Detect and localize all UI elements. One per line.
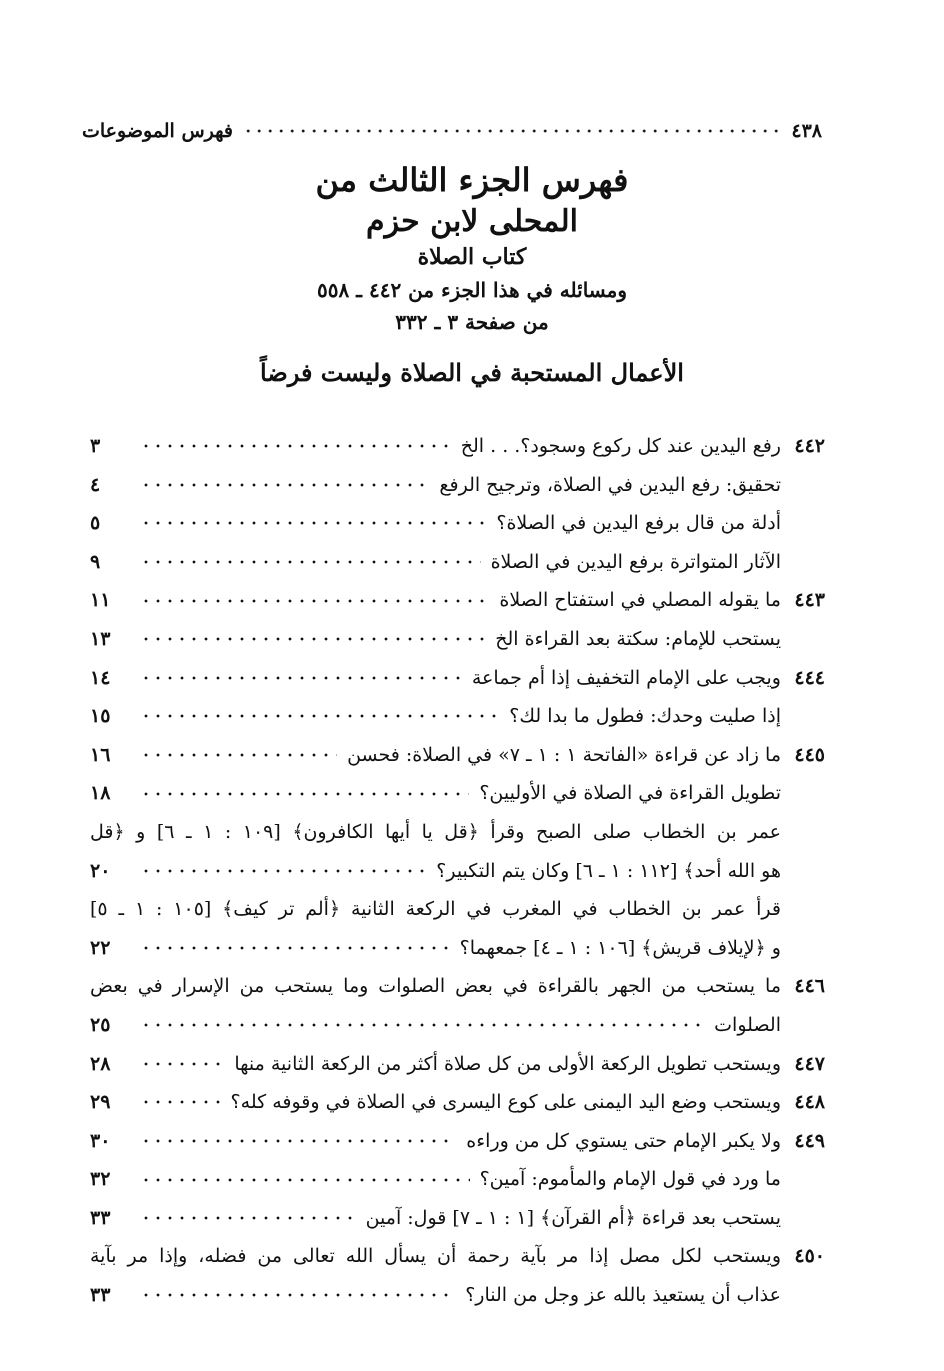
dot-leader [140,943,450,953]
entry-text: ما ورد في قول الإمام والمأموم: آمين؟ [479,1168,781,1191]
book-title: كتاب الصلاة [417,243,527,270]
page-reference: ١١ [90,589,111,612]
entry-text: عمر بن الخطاب صلى الصبح وقرأ ﴿قل يا أيها الكافرون﴾ [١٠٩ : ١ ـ ٦] و ﴿قل [90,820,781,843]
page-reference: ٥ [90,512,101,535]
toc-row [90,890,825,929]
issue-number: ٤٤٧ [794,1052,825,1075]
page-reference: ٢٩ [90,1091,111,1114]
dot-leader [140,1020,704,1030]
title-line-1: فهرس الجزء الثالث من [315,161,629,199]
toc-row [90,967,825,1006]
toc-row [90,1160,825,1199]
page-reference: ٣٣ [90,1284,111,1307]
entry-text: رفع اليدين عند كل ركوع وسجود؟. . . الخ [460,435,781,457]
dot-leader [140,1097,221,1107]
toc-row [90,1237,825,1276]
title-block [0,160,944,388]
issue-number: ٤٤٩ [794,1129,825,1152]
entry-text: ما يقوله المصلي في استفتاح الصلاة [499,589,781,612]
table-of-contents [90,427,825,1315]
page-reference: ٢٢ [90,936,111,959]
dot-leader [140,711,499,721]
dot-leader [140,596,489,606]
entry-text: ويستحب تطويل الركعة الأولى من كل صلاة أكثر من الركعة الثانية منها [234,1052,781,1075]
toc-row [90,813,825,852]
toc-row [90,1199,825,1238]
dot-leader [140,1213,356,1223]
dot-leader [140,866,426,876]
running-header [82,116,822,146]
toc-row [90,929,825,968]
entry-text: أدلة من قال برفع اليدين في الصلاة؟ [496,512,781,535]
toc-row [90,504,825,543]
entry-text: و ﴿لإيلاف قريش﴾ [١٠٦ : ١ ـ ٤] جمعهما؟ [459,936,781,959]
page-reference: ١٥ [90,705,111,728]
entry-text: إذا صليت وحدك: فطول ما بدا لك؟ [509,705,781,728]
entry-text: يستحب للإمام: سكتة بعد القراءة الخ [495,627,781,650]
dot-leader [140,1290,455,1300]
page-reference: ٣٠ [90,1129,111,1152]
title-line-2: المحلى لابن حزم [366,203,578,239]
issue-number: ٤٤٥ [794,743,825,766]
entry-text: يستحب بعد قراءة ﴿أم القرآن﴾ [١ : ١ ـ ٧] قول: آمين [365,1206,781,1229]
entry-text: عذاب أن يستعيذ بالله عز وجل من النار؟ [465,1284,781,1307]
section-heading: الأعمال المستحبة في الصلاة وليست فرضاً [260,358,684,388]
dot-leader [140,518,486,528]
page-reference: ١٨ [90,782,111,805]
page-reference: ٢٥ [90,1013,111,1036]
page-reference: ١٦ [90,743,111,766]
page-reference: ٢٠ [90,859,111,882]
page-reference: ٤ [90,473,101,496]
page-reference: ٣٣ [90,1206,111,1229]
entry-text: ولا يكبر الإمام حتى يستوي كل من وراءه [466,1129,781,1152]
entry-text: تطويل القراءة في الصلاة في الأوليين؟ [479,782,781,805]
dot-leader [140,634,485,644]
toc-row [90,427,825,466]
toc-row [90,1006,825,1045]
entry-text: الصلوات [714,1013,781,1036]
entry-text: ويستحب وضع اليد اليمنى على كوع اليسرى في الصلاة في وقوفه كله؟ [230,1091,781,1114]
page-reference: ٣٢ [90,1168,111,1191]
dot-leader [140,557,481,567]
issue-number: ٤٤٣ [794,589,825,612]
issue-number: ٤٤٦ [794,975,825,998]
entry-text: هو الله أحد﴾ [١١٢ : ١ ـ ٦] وكان يتم التكبير؟ [436,859,781,882]
entry-text: ويستحب لكل مصل إذا مر بآية رحمة أن يسأل الله تعالى من فضله، وإذا مر بآية [90,1245,781,1268]
toc-row [90,774,825,813]
page-reference: ١٣ [90,627,111,650]
page-reference: ٣ [90,435,101,457]
running-title: فهرس الموضوعات [82,120,233,142]
issue-number: ٤٤٨ [794,1091,825,1114]
toc-row [90,1045,825,1084]
dot-leader [245,126,779,136]
dot-leader [140,480,429,490]
dot-leader [140,789,469,799]
issue-number: ٤٤٤ [794,666,825,689]
toc-row [90,543,825,582]
toc-row [90,1083,825,1122]
toc-row [90,466,825,505]
entry-text: ويجب على الإمام التخفيف إذا أم جماعة [471,666,781,689]
toc-row [90,852,825,891]
dot-leader [140,441,451,451]
page-reference: ٩ [90,550,101,573]
entry-text: قرأ عمر بن الخطاب في المغرب في الركعة الثانية ﴿ألم تر كيف﴾ [١٠٥ : ١ ـ ٥] [90,898,781,921]
dot-leader [140,673,462,683]
toc-row [90,697,825,736]
issue-number: ٤٤٢ [794,435,825,457]
dot-leader [140,1136,456,1146]
dot-leader [140,750,337,760]
toc-row [90,659,825,698]
pages-range: من صفحة ٣ ـ ٣٣٢ [395,310,549,335]
toc-row [90,581,825,620]
dot-leader [140,1059,224,1069]
toc-row [90,620,825,659]
toc-row [90,1276,825,1315]
issue-number: ٤٥٠ [794,1245,825,1268]
toc-row [90,1122,825,1161]
entry-text: ما يستحب من الجهر بالقراءة في بعض الصلوات وما يستحب من الإسرار في بعض [90,975,781,998]
entry-text: الآثار المتواترة برفع اليدين في الصلاة [490,550,781,573]
entry-text: ما زاد عن قراءة «الفاتحة ١ : ١ ـ ٧» في الصلاة: فحسن [347,743,781,766]
issues-range: ومسائله في هذا الجزء من ٤٤٢ ـ ٥٥٨ [316,278,628,303]
page-number: ٤٣٨ [791,120,822,142]
dot-leader [140,1175,470,1185]
page-reference: ١٤ [90,666,111,689]
toc-row [90,736,825,775]
entry-text: تحقيق: رفع اليدين في الصلاة، وترجيح الرفع [439,473,781,496]
page-reference: ٢٨ [90,1052,111,1075]
